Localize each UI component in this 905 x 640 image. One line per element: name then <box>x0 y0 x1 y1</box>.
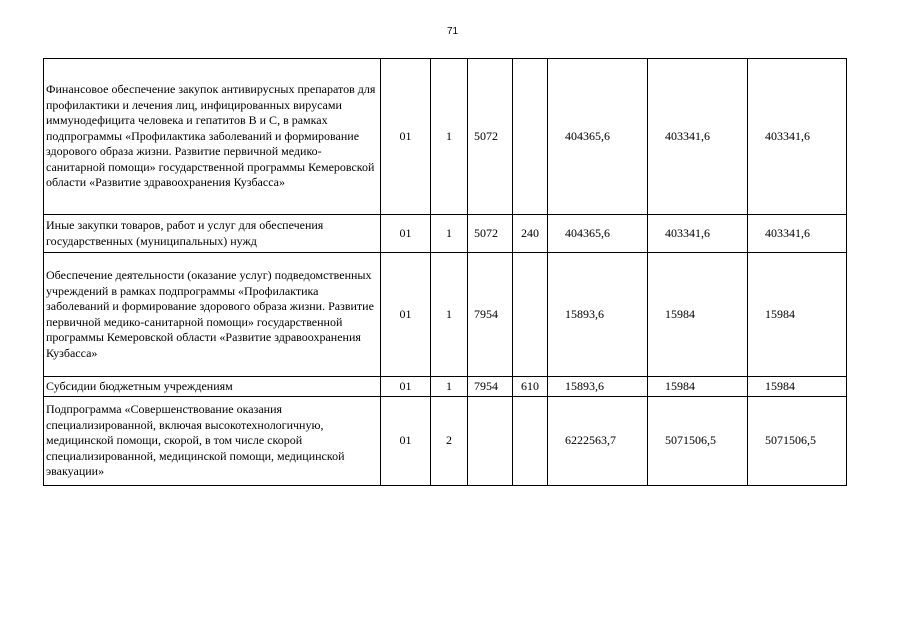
subsection-code: 1 <box>431 215 468 253</box>
table-row <box>44 215 847 253</box>
section-code: 01 <box>381 215 431 253</box>
expense-type-code <box>513 253 548 377</box>
amount-year-2: 403341,6 <box>648 215 748 253</box>
expense-type-code: 610 <box>513 377 548 397</box>
amount-year-2: 15984 <box>648 253 748 377</box>
target-article-code: 5072 <box>468 59 513 215</box>
amount-year-2: 15984 <box>648 377 748 397</box>
subsection-code: 2 <box>431 397 468 486</box>
amount-year-1: 404365,6 <box>548 59 648 215</box>
table-row <box>44 253 847 377</box>
amount-year-3: 15984 <box>748 253 847 377</box>
target-article-code: 5072 <box>468 215 513 253</box>
budget-table <box>43 58 847 486</box>
subsection-code: 1 <box>431 59 468 215</box>
target-article-code <box>468 397 513 486</box>
amount-year-1: 6222563,7 <box>548 397 648 486</box>
page-number: 71 <box>446 26 459 37</box>
row-name: Иные закупки товаров, работ и услуг для обеспечения государственных (муниципальных) нужд <box>44 215 381 253</box>
amount-year-3: 15984 <box>748 377 847 397</box>
row-name: Подпрограмма «Совершенствование оказания специализированной, включая высокотехнологичную, медицинской помощи, скорой, в том числе скорой специализированной, медицинской помощи, медицинской эвакуации» <box>44 397 381 486</box>
target-article-code: 7954 <box>468 377 513 397</box>
amount-year-2: 5071506,5 <box>648 397 748 486</box>
expense-type-code <box>513 59 548 215</box>
expense-type-code <box>513 397 548 486</box>
section-code: 01 <box>381 59 431 215</box>
amount-year-2: 403341,6 <box>648 59 748 215</box>
section-code: 01 <box>381 253 431 377</box>
row-name: Финансовое обеспечение закупок антивирусных препаратов для профилактики и лечения лиц, инфицированных вирусами иммунодефицита человека и гепатитов B и C, в рамках подпрограммы «Профилактика заболеваний и формирование здорового образа жизни. Развитие первичной медико-санитарной помощи» государственной программы Кемеровской области «Развитие здравоохранения Кузбасса» <box>44 59 381 215</box>
amount-year-1: 15893,6 <box>548 253 648 377</box>
subsection-code: 1 <box>431 377 468 397</box>
row-name: Обеспечение деятельности (оказание услуг) подведомственных учреждений в рамках подпрограммы «Профилактика заболеваний и формирование здорового образа жизни. Развитие первичной медико-санитарной помощи» государственной программы Кемеровской области «Развитие здравоохранения Кузбасса» <box>44 253 381 377</box>
amount-year-3: 403341,6 <box>748 59 847 215</box>
amount-year-1: 15893,6 <box>548 377 648 397</box>
table-row <box>44 59 847 215</box>
amount-year-3: 403341,6 <box>748 215 847 253</box>
section-code: 01 <box>381 397 431 486</box>
target-article-code: 7954 <box>468 253 513 377</box>
row-name: Субсидии бюджетным учреждениям <box>44 377 381 397</box>
amount-year-1: 404365,6 <box>548 215 648 253</box>
section-code: 01 <box>381 377 431 397</box>
expense-type-code: 240 <box>513 215 548 253</box>
amount-year-3: 5071506,5 <box>748 397 847 486</box>
table-row <box>44 377 847 397</box>
table-row <box>44 397 847 486</box>
subsection-code: 1 <box>431 253 468 377</box>
